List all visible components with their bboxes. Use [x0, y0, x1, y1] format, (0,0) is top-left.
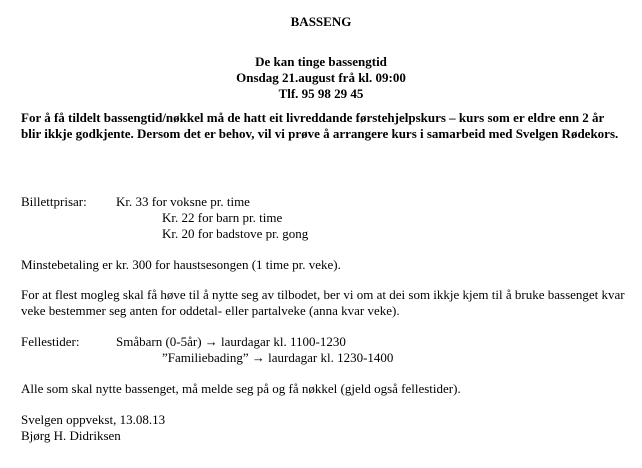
common-times-label: Fellestider: — [21, 334, 80, 349]
minimum-payment: Minstebetaling er kr. 300 for haustsesongen (1 time pr. veke). — [21, 257, 341, 272]
usage-paragraph: For at flest mogleg skal få høve til å nytte seg av tilbodet, ber vi om at dei som ikkje kjem til å bruke bassenget kvar veke bestemmer seg anten for oddetal- eller partalveke (anna kvar veke). — [21, 287, 625, 318]
price-child: Kr. 22 for barn pr. time — [162, 210, 283, 225]
common-time-toddlers: Småbarn (0-5år) → laurdagar kl. 1100-1230 — [116, 334, 346, 349]
registration-note: Alle som skal nytte bassenget, må melde seg på og få nøkkel (gjeld også fellestider). — [21, 381, 461, 396]
signature-place-date: Svelgen oppvekst, 13.08.13 — [21, 412, 166, 427]
booking-line-1: De kan tinge bassengtid — [255, 54, 387, 69]
price-sauna: Kr. 20 for badstove pr. gong — [162, 226, 309, 241]
requirement-paragraph: For å få tildelt bassengtid/nøkkel må de hatt eit livreddande førstehjelpskurs – kurs som er eldre enn 2 år blir ikkje godkjente. Dersom det er behov, vil vi prøve å arrangere kurs i samarbeid med Svelgen Rødekors. — [21, 110, 619, 141]
signature-name: Bjørg H. Didriksen — [21, 428, 121, 443]
prices-label: Billettprisar: — [21, 194, 87, 209]
booking-phone: Tlf. 95 98 29 45 — [278, 86, 364, 101]
price-adult: Kr. 33 for voksne pr. time — [116, 194, 250, 209]
document-title: BASSENG — [290, 14, 352, 29]
booking-line-2: Onsdag 21.august frå kl. 09:00 — [236, 70, 406, 85]
common-time-family: ”Familiebading” → laurdagar kl. 1230-1400 — [162, 350, 394, 365]
